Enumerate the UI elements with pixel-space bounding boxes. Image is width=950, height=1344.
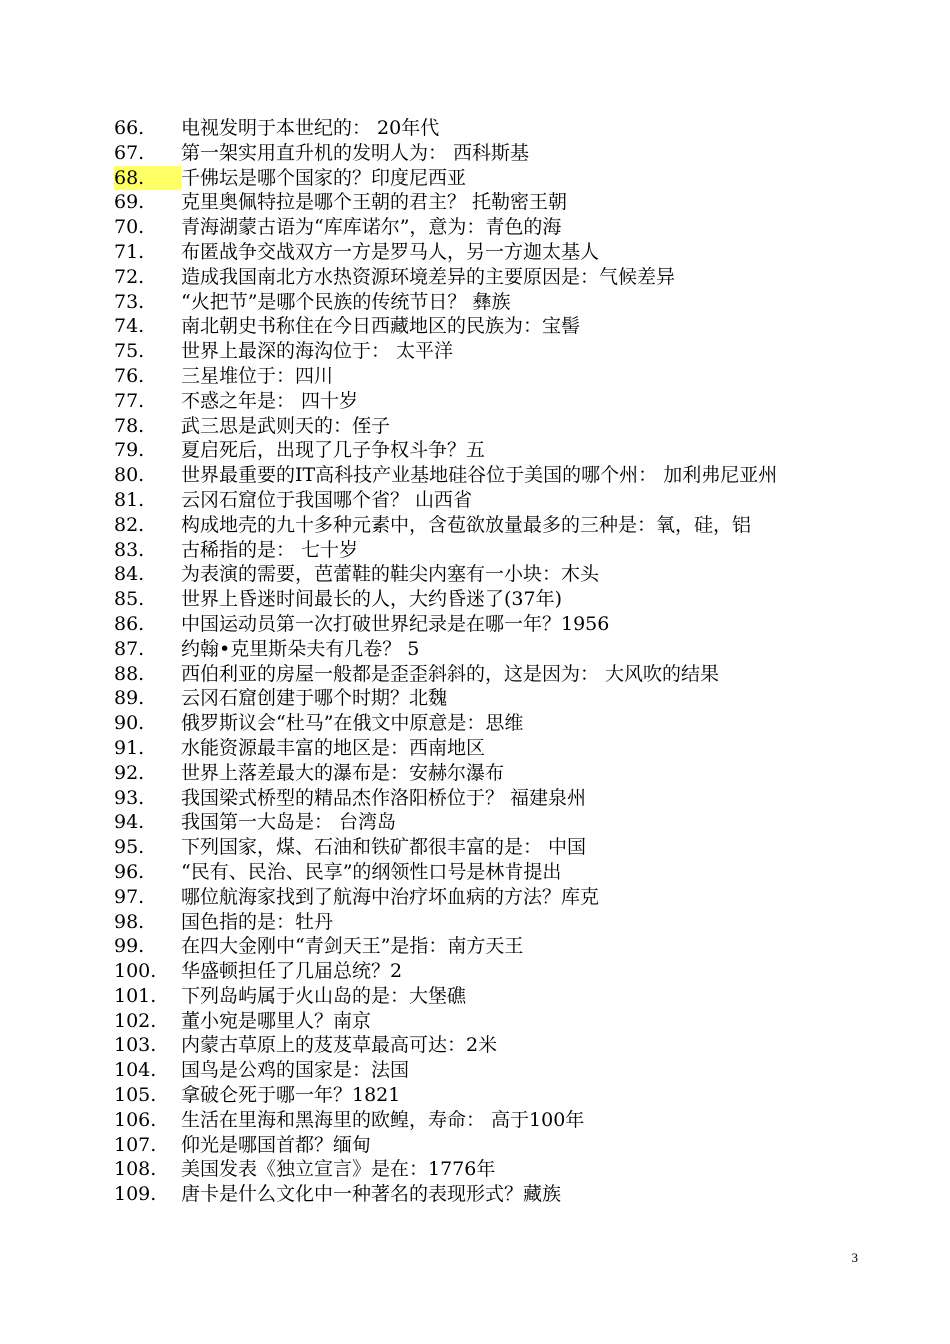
page-number: 3 <box>851 1250 858 1265</box>
item-text: 夏启死后，出现了几子争权斗争？五 <box>181 439 486 462</box>
item-text: 三星堆位于：四川 <box>181 364 334 387</box>
item-number: 109. <box>114 1183 157 1206</box>
qa-item <box>114 240 854 265</box>
item-number: 93. <box>114 786 145 809</box>
qa-item <box>114 339 854 364</box>
qa-item <box>114 761 854 786</box>
item-number: 75. <box>114 340 145 363</box>
item-text: “民有、民治、民享”的纲领性口号是林肯提出 <box>181 860 562 883</box>
item-text: “火把节”是哪个民族的传统节日？ 彝族 <box>181 290 511 313</box>
qa-item <box>114 1133 854 1158</box>
qa-item <box>114 711 854 736</box>
qa-item <box>114 860 854 885</box>
item-text: 仰光是哪国首都？缅甸 <box>181 1133 372 1156</box>
item-text: 约翰•克里斯朵夫有几卷？ 5 <box>181 637 420 660</box>
item-text: 拿破仑死于哪一年？1821 <box>181 1084 401 1107</box>
item-text: 俄罗斯议会“杜马”在俄文中原意是：思维 <box>181 712 524 735</box>
qa-list <box>114 116 854 1207</box>
item-text: 第一架实用直升机的发明人为： 西科斯基 <box>181 141 530 164</box>
qa-item <box>114 959 854 984</box>
item-text: 青海湖蒙古语为“库库诺尔”，意为：青色的海 <box>181 216 562 239</box>
item-text: 世界最重要的IT高科技产业基地硅谷位于美国的哪个州： 加利弗尼亚州 <box>181 464 778 487</box>
item-text: 电视发明于本世纪的： 20年代 <box>181 117 440 139</box>
item-number: 82. <box>114 513 145 536</box>
item-text: 下列岛屿属于火山岛的是：大堡礁 <box>181 984 467 1007</box>
item-number: 73. <box>114 290 145 313</box>
qa-item <box>114 215 854 240</box>
qa-item <box>114 934 854 959</box>
qa-item <box>114 438 854 463</box>
item-text: 生活在里海和黑海里的欧鳇，寿命： 高于100年 <box>181 1108 585 1131</box>
qa-item <box>114 612 854 637</box>
item-number: 68. <box>114 166 181 191</box>
qa-item <box>114 1083 854 1108</box>
item-number: 71. <box>114 240 145 263</box>
item-number: 104. <box>114 1059 157 1082</box>
item-number: 80. <box>114 464 145 487</box>
item-number: 86. <box>114 612 145 635</box>
qa-item <box>114 513 854 538</box>
item-text: 克里奥佩特拉是哪个王朝的君主？ 托勒密王朝 <box>181 191 568 214</box>
qa-item <box>114 562 854 587</box>
item-text: 千佛坛是哪个国家的？印度尼西亚 <box>181 166 467 189</box>
qa-item <box>114 190 854 215</box>
item-number: 90. <box>114 712 145 735</box>
qa-item <box>114 587 854 612</box>
item-text: 世界上昏迷时间最长的人，大约昏迷了(37年) <box>181 588 563 611</box>
item-text: 布匿战争交战双方一方是罗马人，另一方迦太基人 <box>181 240 600 263</box>
item-number: 87. <box>114 637 145 660</box>
item-text: 构成地壳的九十多种元素中，含苞欲放量最多的三种是：氧，硅，铝 <box>181 513 752 536</box>
qa-item <box>114 686 854 711</box>
item-number: 84. <box>114 563 145 586</box>
item-text: 水能资源最丰富的地区是：西南地区 <box>181 736 486 759</box>
item-number: 79. <box>114 439 145 462</box>
qa-item <box>114 1108 854 1133</box>
qa-item <box>114 463 854 488</box>
qa-item <box>114 1009 854 1034</box>
qa-item <box>114 810 854 835</box>
item-number: 81. <box>114 488 145 511</box>
item-text: 世界上落差最大的瀑布是：安赫尔瀑布 <box>181 761 505 784</box>
item-text: 美国发表《独立宣言》是在：1776年 <box>181 1158 496 1181</box>
item-number: 99. <box>114 935 145 958</box>
item-number: 95. <box>114 836 145 859</box>
item-text: 我国第一大岛是： 台湾岛 <box>181 811 397 834</box>
item-number: 96. <box>114 860 145 883</box>
qa-item <box>114 290 854 315</box>
item-number: 66. <box>114 117 145 139</box>
qa-item <box>114 488 854 513</box>
item-text: 内蒙古草原上的芨芨草最高可达：2米 <box>181 1034 498 1057</box>
item-text: 在四大金刚中“青剑天王”是指：南方天王 <box>181 935 524 958</box>
item-text: 世界上最深的海沟位于： 太平洋 <box>181 340 454 363</box>
qa-item <box>114 141 854 166</box>
item-text: 南北朝史书称住在今日西藏地区的民族为：宝髻 <box>181 315 581 338</box>
qa-item <box>114 637 854 662</box>
qa-item <box>114 116 854 141</box>
item-number: 70. <box>114 216 145 239</box>
item-text: 国鸟是公鸡的国家是：法国 <box>181 1059 410 1082</box>
item-number: 100. <box>114 960 157 983</box>
item-text: 西伯利亚的房屋一般都是歪歪斜斜的，这是因为： 大风吹的结果 <box>181 662 720 685</box>
item-number: 107. <box>114 1133 157 1156</box>
qa-item <box>114 1058 854 1083</box>
item-number: 106. <box>114 1108 157 1131</box>
item-text: 下列国家，煤、石油和铁矿都很丰富的是： 中国 <box>181 836 587 859</box>
item-number: 72. <box>114 265 145 288</box>
item-number: 92. <box>114 761 145 784</box>
qa-item <box>114 166 854 191</box>
item-number: 88. <box>114 662 145 685</box>
item-text: 古稀指的是： 七十岁 <box>181 538 359 561</box>
item-number: 101. <box>114 984 157 1007</box>
item-number: 76. <box>114 364 145 387</box>
item-text: 造成我国南北方水热资源环境差异的主要原因是：气候差异 <box>181 265 676 288</box>
qa-item <box>114 1033 854 1058</box>
qa-item <box>114 314 854 339</box>
item-number: 98. <box>114 910 145 933</box>
item-text: 我国梁式桥型的精品杰作洛阳桥位于？ 福建泉州 <box>181 786 587 809</box>
item-text: 国色指的是：牡丹 <box>181 910 334 933</box>
qa-item <box>114 885 854 910</box>
item-text: 为表演的需要，芭蕾鞋的鞋尖内塞有一小块：木头 <box>181 563 600 586</box>
qa-item <box>114 736 854 761</box>
item-text: 云冈石窟位于我国哪个省？ 山西省 <box>181 488 473 511</box>
qa-item <box>114 364 854 389</box>
qa-item <box>114 786 854 811</box>
item-number: 108. <box>114 1158 157 1181</box>
item-number: 69. <box>114 191 145 214</box>
item-text: 华盛顿担任了几届总统？2 <box>181 960 403 983</box>
item-text: 武三思是武则天的：侄子 <box>181 414 391 437</box>
qa-item <box>114 265 854 290</box>
item-text: 中国运动员第一次打破世界纪录是在哪一年？1956 <box>181 612 610 635</box>
item-number: 74. <box>114 315 145 338</box>
item-number: 91. <box>114 736 145 759</box>
qa-item <box>114 1182 854 1207</box>
qa-item <box>114 835 854 860</box>
item-text: 云冈石窟创建于哪个时期？北魏 <box>181 687 448 710</box>
item-number: 102. <box>114 1009 157 1032</box>
item-number: 94. <box>114 811 145 834</box>
item-number: 67. <box>114 141 145 164</box>
item-text: 哪位航海家找到了航海中治疗坏血病的方法？库克 <box>181 885 600 908</box>
item-text: 董小宛是哪里人？南京 <box>181 1009 372 1032</box>
qa-item <box>114 414 854 439</box>
qa-item <box>114 910 854 935</box>
item-number: 97. <box>114 885 145 908</box>
item-number: 105. <box>114 1084 157 1107</box>
item-number: 89. <box>114 687 145 710</box>
item-number: 83. <box>114 538 145 561</box>
qa-item <box>114 984 854 1009</box>
item-text: 唐卡是什么文化中一种著名的表现形式？藏族 <box>181 1183 562 1206</box>
qa-item <box>114 538 854 563</box>
qa-item <box>114 662 854 687</box>
item-text: 不惑之年是： 四十岁 <box>181 389 359 412</box>
item-number: 77. <box>114 389 145 412</box>
qa-item <box>114 389 854 414</box>
item-number: 85. <box>114 588 145 611</box>
item-number: 103. <box>114 1034 157 1057</box>
item-number: 78. <box>114 414 145 437</box>
qa-item <box>114 1157 854 1182</box>
